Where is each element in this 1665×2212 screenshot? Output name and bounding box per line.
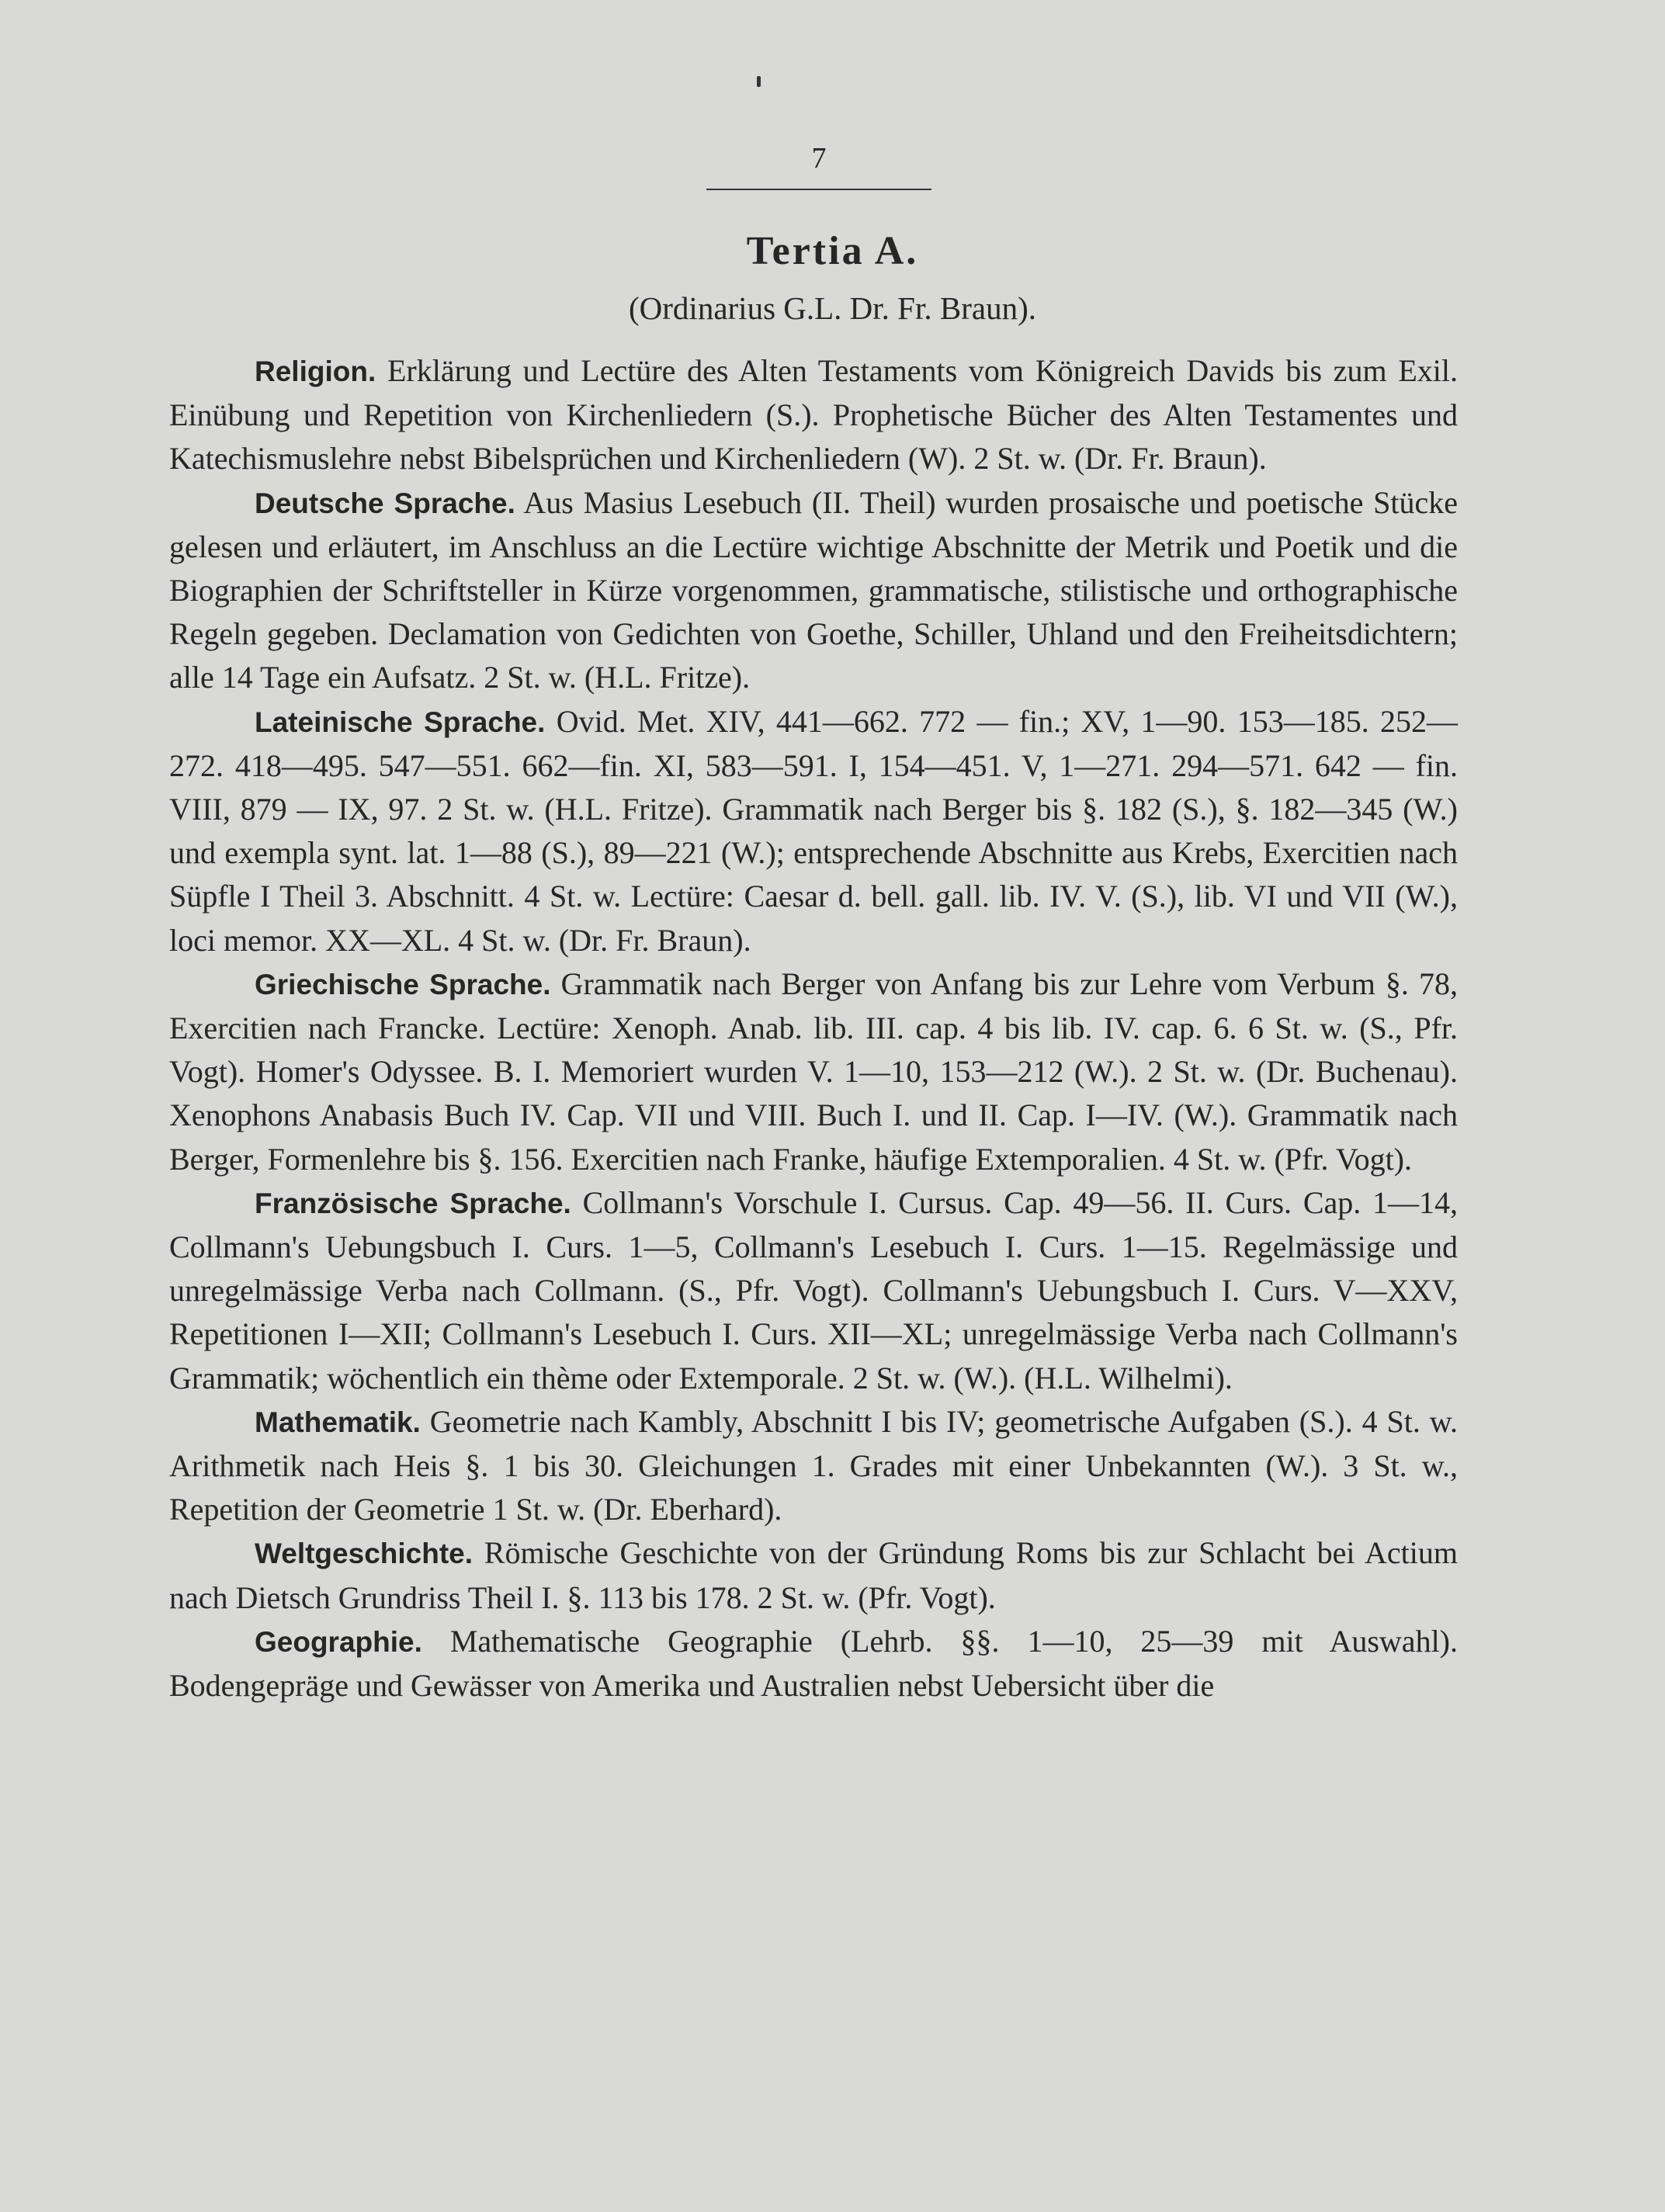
subject-label: Deutsche Sprache.	[255, 487, 515, 519]
header-rule	[706, 189, 931, 190]
subject-latein	[169, 700, 1458, 962]
subject-religion	[169, 349, 1458, 481]
subject-label: Griechische Sprache.	[255, 968, 551, 1000]
section-title: Tertia A.	[746, 229, 919, 273]
subject-label: Weltgeschichte.	[255, 1538, 473, 1570]
subject-geographie	[169, 1620, 1458, 1708]
subject-weltgeschichte	[169, 1531, 1458, 1619]
subject-label: Mathematik.	[255, 1406, 421, 1438]
subject-label: Französische Sprache.	[255, 1187, 571, 1219]
subject-label: Lateinische Sprache.	[255, 706, 546, 738]
subject-text: Geometrie nach Kambly, Abschnitt I bis IV; geometrische Aufgaben (S.). 4 St. w. Arithmetik nach Heis §. 1 bis 30. Gleichungen 1. Grades mit einer Unbekannten (W.). 3 St. w., Repetition der Geometrie 1 St. w. (Dr. Eberhard).	[169, 1403, 1459, 1527]
subject-text: Ovid. Met. XIV, 441—662. 772 — fin.; XV, 1—90. 153—185. 252—272. 418—495. 547—551. 662—fin. XI, 583—591. I, 154—451. V, 1—271. 294—571. 642 — fin. VIII, 879 — IX, 97. 2 St. w. (H.L. Fritze). Grammatik nach Berger bis §. 182 (S.), §. 182—345 (W.) und exempla synt. lat. 1—88 (S.), 89—221 (W.); entsprechende Abschnitte aus Krebs, Exercitien nach Süpfle I Theil 3. Abschnitt. 4 St. w. Lectüre: Caesar d. bell. gall. lib. IV. V. (S.), lib. VI und VII (W.), loci memor. XX—XL. 4 St. w. (Dr. Fr. Braun).	[169, 703, 1458, 958]
subject-mathematik	[169, 1400, 1458, 1532]
subject-text: Römische Geschichte von der Gründung Roms bis zur Schlacht bei Actium nach Dietsch Grundriss Theil I. §. 113 bis 178. 2 St. w. (Pfr. Vogt).	[169, 1535, 1458, 1615]
subject-text: Mathematische Geographie (Lehrb. §§. 1—10, 25—39 mit Auswahl). Bodengepräge und Gewässer von Amerika und Australien nebst Uebersicht über die	[169, 1623, 1458, 1704]
subject-text: Grammatik nach Berger von Anfang bis zur Lehre vom Verbum §. 78, Exercitien nach Francke. Lectüre: Xenoph. Anab. lib. III. cap. 4 bis lib. IV. cap. 6. 6 St. w. (S., Pfr. Vogt). Homer's Odyssee. B. I. Memoriert wurden V. 1—10, 153—212 (W.). 2 St. w. (Dr. Buchenau). Xenophons Anabasis Buch IV. Cap. VII und VIII. Buch I. und II. Cap. I—IV. (W.). Grammatik nach Berger, Formenlehre bis §. 156. Exercitien nach Franke, häufige Extemporalien. 4 St. w. (Pfr. Vogt).	[169, 966, 1458, 1177]
subject-text: Aus Masius Lesebuch (II. Theil) wurden prosaische und poetische Stücke gelesen und erläutert, im Anschluss an die Lectüre wichtige Abschnitte der Metrik und Poetik und die Biographien der Schriftsteller in Kürze vorgenommen, grammatische, stilistische und orthographische Regeln gegeben. Declamation von Gedichten von Goethe, Schiller, Uhland und den Freiheitsdichtern; alle 14 Tage ein Aufsatz. 2 St. w. (H.L. Fritze).	[169, 484, 1458, 695]
subject-label: Geographie.	[255, 1625, 422, 1658]
subject-text: Collmann's Vorschule I. Cursus. Cap. 49—56. II. Curs. Cap. 1—14, Collmann's Uebungsbuch I. Curs. 1—5, Collmann's Lesebuch I. Curs. 1—15. Regelmässige und unregelmässige Verba nach Collmann. (S., Pfr. Vogt). Collmann's Uebungsbuch I. Curs. V—XXV, Repetitionen I—XII; Collmann's Lesebuch I. Curs. XII—XL; unregelmässige Verba nach Collmann's Grammatik; wöchentlich ein thème oder Extemporale. 2 St. w. (W.). (H.L. Wilhelmi).	[169, 1184, 1459, 1396]
subject-griechisch	[169, 962, 1458, 1181]
subject-franzoesisch	[169, 1181, 1458, 1400]
subject-text: Erklärung und Lectüre des Alten Testaments vom Königreich Davids bis zum Exil. Einübung und Repetition von Kirchenliedern (S.). Prophetische Bücher des Alten Testamentes und Katechismuslehre nebst Bibelsprüchen und Kirchenliedern (W). 2 St. w. (Dr. Fr. Braun).	[169, 353, 1459, 477]
ordinarius-line: (Ordinarius G.L. Dr. Fr. Braun).	[629, 290, 1036, 326]
subject-list	[169, 349, 1458, 1708]
ink-speck	[757, 76, 761, 87]
page-number: 7	[811, 142, 827, 175]
subject-label: Religion.	[255, 355, 376, 387]
subject-deutsch	[169, 481, 1458, 700]
